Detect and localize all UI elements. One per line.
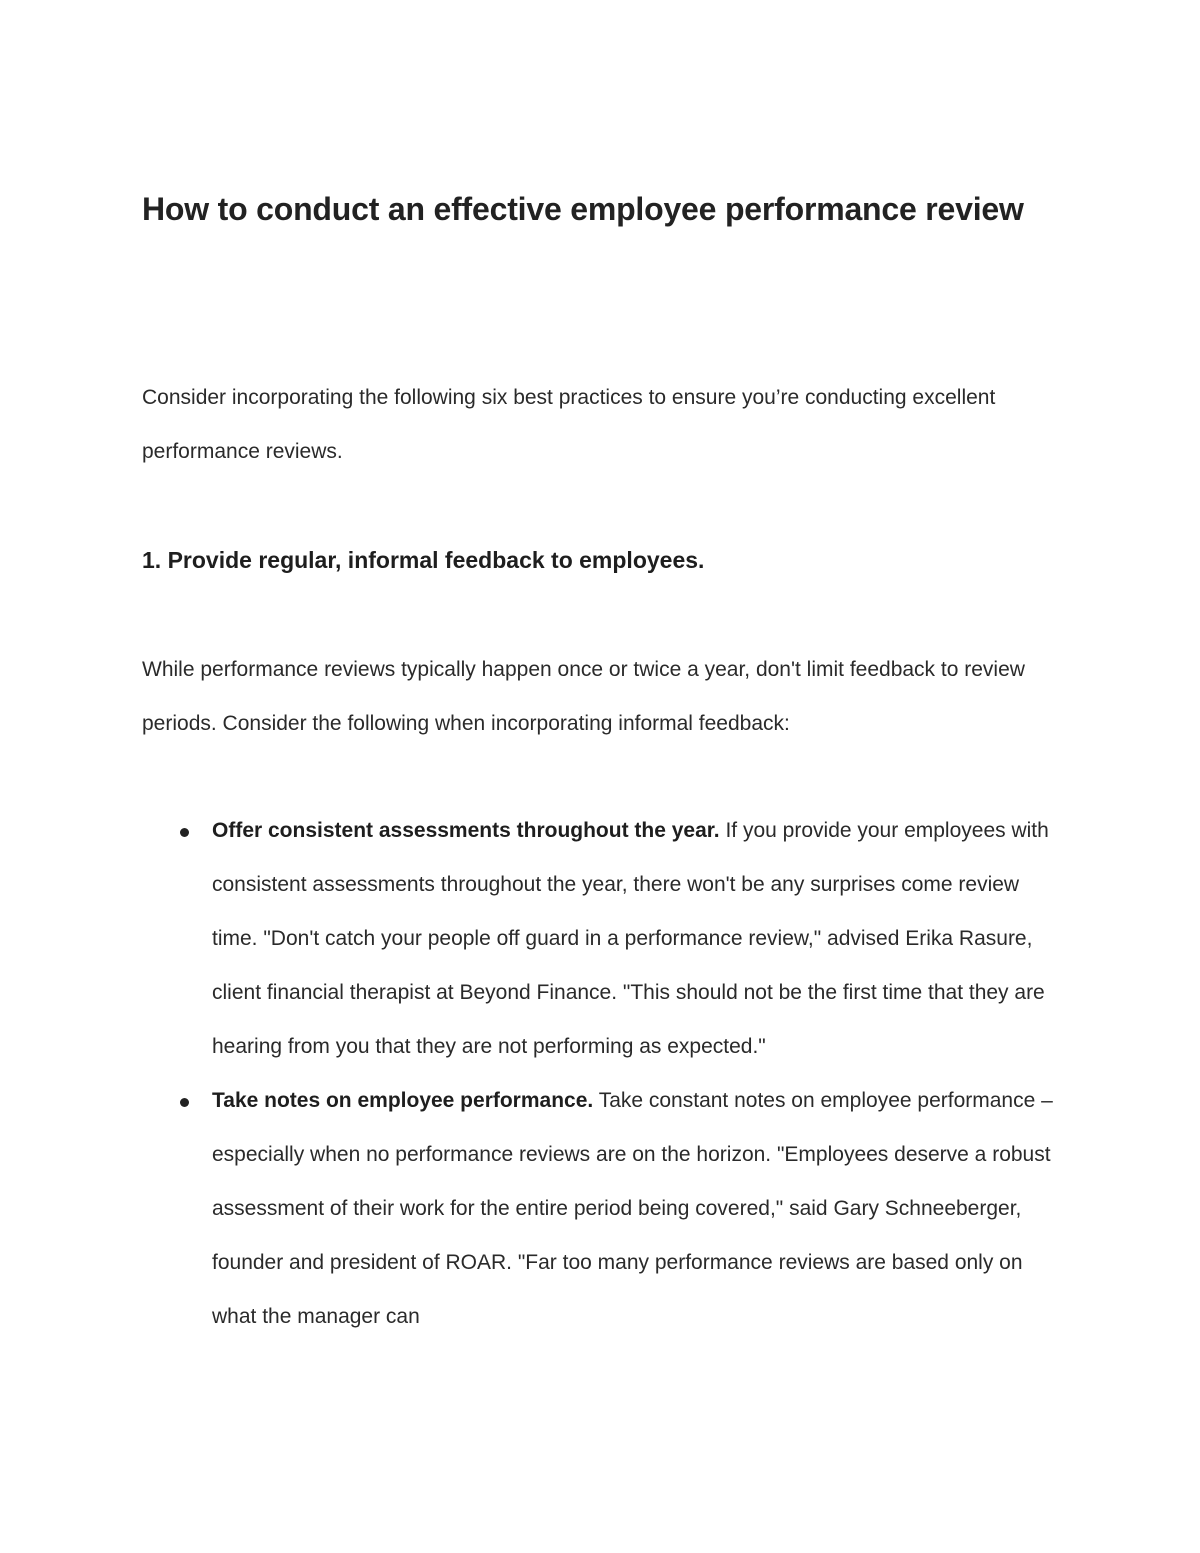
bullet-item xyxy=(212,804,1062,1074)
bullet-dot-icon xyxy=(180,1098,189,1107)
bullet-list xyxy=(212,804,1062,1344)
bullet-text: Take constant notes on employee performance – especially when no performance reviews are on the horizon. "Employees deserve a robust assessment of their work for the entire period being covered," said Gary Schneeberger, founder and president of ROAR. "Far too many performance reviews are based only on what the manager can xyxy=(212,1089,1053,1328)
bullet-lead: Offer consistent assessments throughout the year. xyxy=(212,819,720,842)
document-title: How to conduct an effective employee performance review xyxy=(142,191,1024,227)
bullet-lead: Take notes on employee performance. xyxy=(212,1089,594,1112)
bullet-text: If you provide your employees with consistent assessments throughout the year, there won't be any surprises come review time. "Don't catch your people off guard in a performance review," advised Erika Rasure, client financial therapist at Beyond Finance. "This should not be the first time that they are hearing from you that they are not performing as expected." xyxy=(212,819,1049,1058)
bullet-dot-icon xyxy=(180,828,189,837)
section-heading: 1. Provide regular, informal feedback to employees. xyxy=(142,547,705,573)
section-paragraph: While performance reviews typically happen once or twice a year, don't limit feedback to review periods. Consider the following when incorporating informal feedback: xyxy=(142,658,1025,735)
intro-paragraph: Consider incorporating the following six best practices to ensure you’re conducting excellent performance reviews. xyxy=(142,386,996,463)
bullet-item xyxy=(212,1074,1062,1344)
